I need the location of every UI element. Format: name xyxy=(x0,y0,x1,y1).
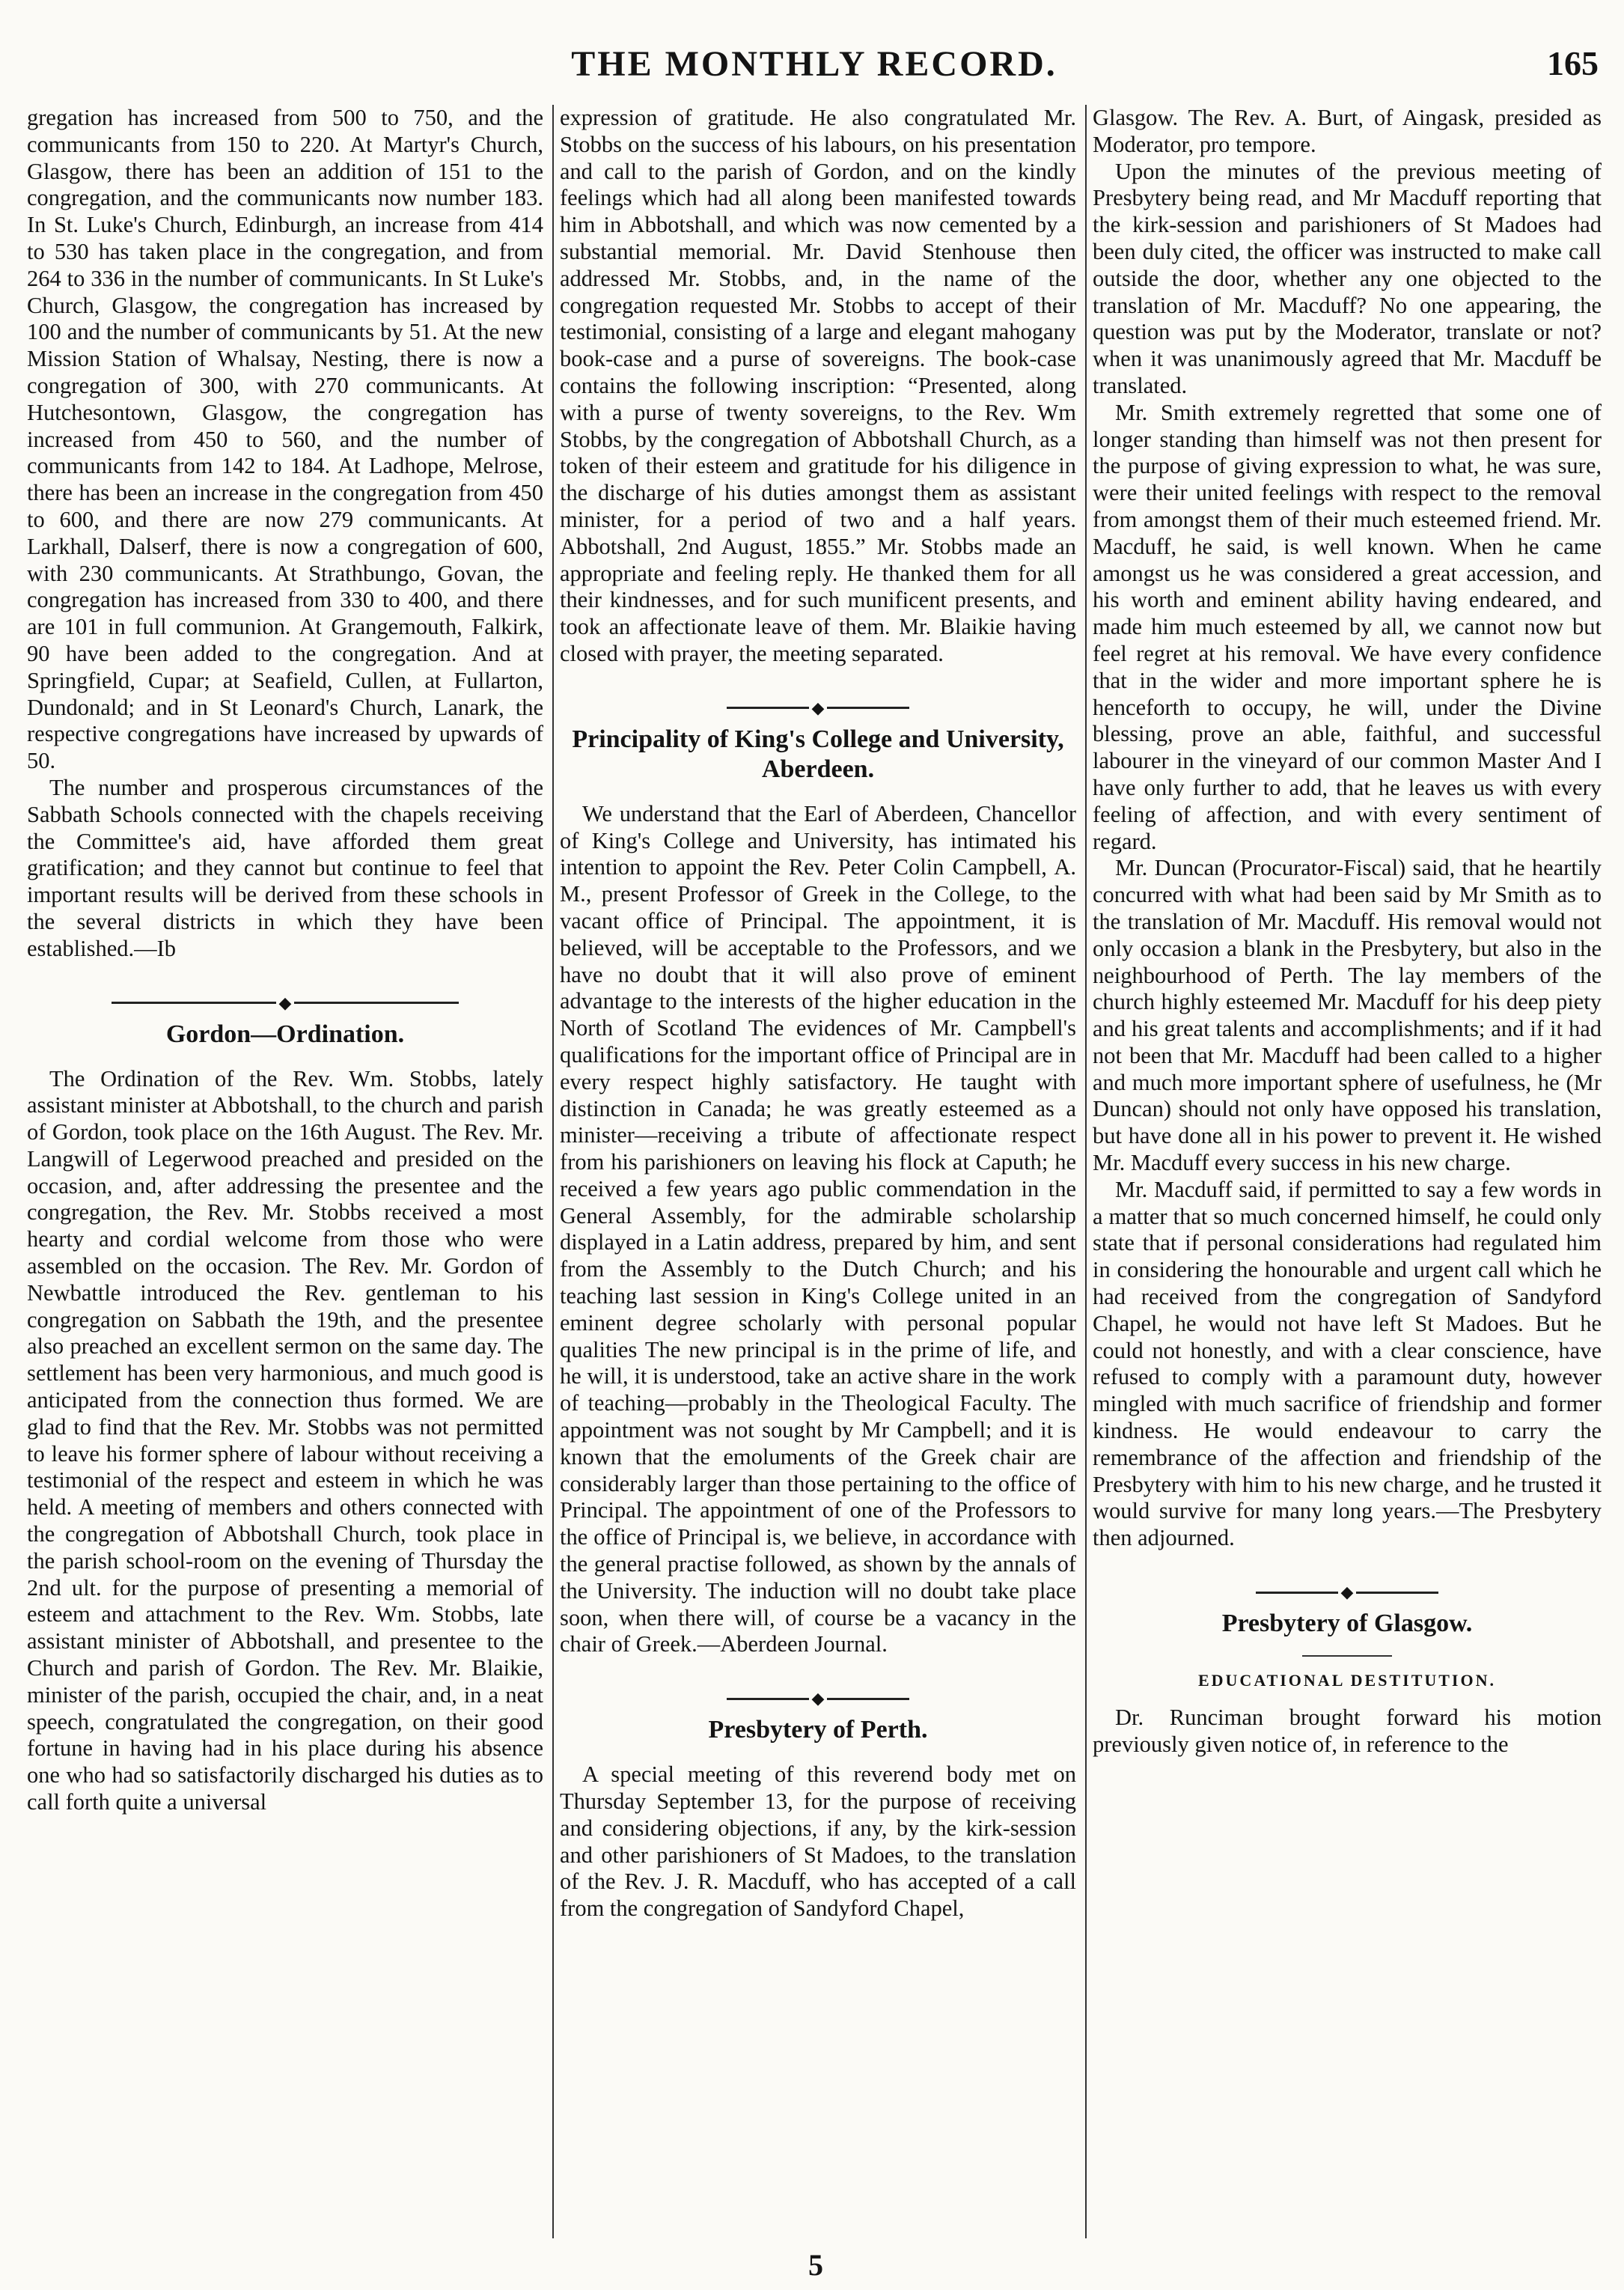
divider-ornament-icon: ◆ xyxy=(1340,1583,1354,1602)
article-subheading: EDUCATIONAL DESTITUTION. xyxy=(1197,1671,1496,1690)
divider-ornament-icon: ◆ xyxy=(278,993,292,1012)
running-title: THE MONTHLY RECORD. xyxy=(571,44,1057,84)
divider-bar xyxy=(727,707,809,709)
article-paragraph: Dr. Runciman brought forward his motion previously given notice of, in reference to the xyxy=(1093,1704,1602,1757)
divider-bar xyxy=(827,1698,909,1700)
divider-bar xyxy=(1356,1592,1438,1594)
divider-bar xyxy=(112,1002,276,1004)
page-header xyxy=(27,43,1602,88)
divider-ornament-icon: ◆ xyxy=(811,698,825,717)
divider-bar xyxy=(727,1698,809,1700)
ornamental-divider xyxy=(1093,1577,1602,1602)
divider-bar xyxy=(294,1002,459,1004)
ornamental-divider xyxy=(27,988,543,1012)
article-paragraph: The number and prosperous circumstances of the Sabbath Schools connected with the chapels receiving the Committee's aid, have afforded them great gratification; and they cannot but continue to feel that important results will be derived from these schools in the several districts in which they have been established.—Ib xyxy=(27,774,543,961)
article-paragraph: A special meeting of this reverend body met on Thursday September 13, for the purpose of receiving and considering objections, if any, by the kirk-session and other parishioners of St Madoes, to the translation of the Rev. J. R. Macduff, who has accepted of a call from the congregation of Sandyford Chapel, xyxy=(560,1761,1076,1922)
divider-bar xyxy=(827,707,909,709)
article-paragraph: expression of gratitude. He also congratulated Mr. Stobbs on the success of his labours, on his presentation and call to the parish of Gordon, and on the kindly feelings which had all along been manifested towards him in Abbotshall, and which was now cemented by a substantial memorial. Mr. David Stenhouse then addressed Mr. Stobbs, and, in the name of the congregation requested Mr. Stobbs to accept of their testimonial, consisting of a large and elegant mahogany book-case and a purse of sovereigns. The book-case contains the following inscription: “Presented, along with a purse of twenty sovereigns, to the Rev. Wm Stobbs, by the congregation of Abbotshall Church, as a token of their esteem and gratitude for his diligence in the discharge of his duties amongst them as assistant minister, for a period of two and a half years. Abbotshall, 2nd August, 1855.” Mr. Stobbs made an appropriate and feeling reply. He thanked them for all their kindnesses, and for such munificent presents, and took an affectionate leave of them. Mr. Blaikie having closed with prayer, the meeting separated. xyxy=(560,105,1076,666)
newspaper-page xyxy=(27,0,1602,2290)
article-paragraph: Mr. Duncan (Procurator-Fiscal) said, that he heartily concurred with what had been said by Mr Smith as to the translation of Mr. Macduff. His removal would not only occasion a blank in the Presbytery, but also in the neighbourhood of Perth. The lay members of the church highly esteemed Mr. Macduff for his deep piety and his great talents and accomplishments; and if it had not been that Mr. Macduff had been called to a higher and much more important sphere of usefulness, he (Mr Duncan) should not only have opposed his translation, but have done all in his power to prevent it. He wished Mr. Macduff every success in his new charge. xyxy=(1093,855,1602,1176)
signature-mark: 5 xyxy=(808,2248,823,2282)
article-heading: Presbytery of Glasgow. xyxy=(1221,1610,1473,1638)
article-paragraph: Upon the minutes of the previous meeting of Presbytery being read, and Mr Macduff reporting that the kirk-session and parishioners of St Madoes had been duly cited, the officer was instructed to make call outside the door, whether any one objected to the translation of Mr. Macduff? No one appearing, the question was put by the Moderator, translate or not? when it was unanimously agreed that Mr. Macduff be translated. xyxy=(1093,158,1602,398)
column-1 xyxy=(27,105,543,2238)
article-paragraph: We understand that the Earl of Aberdeen, Chancellor of King's College and University, has intimated his intention to appoint the Rev. Peter Colin Campbell, A. M., present Professor of Greek in the College, to the vacant office of Principal. The appointment, it is believed, will be acceptable to the Professors, and we have no doubt that it will also prove of eminent advantage to the interests of the higher education in the North of Scotland The evidences of Mr. Campbell's qualifications for the important office of Principal are in every respect highly satisfactory. He taught with distinction in Canada; he was greatly esteemed as a minister—receiving a tribute of affectionate respect from his parishioners on leaving his flock at Caputh; he received a few years ago public commendation in the General Assembly, for the admirable scholarship displayed in a Latin address, prepared by him, and sent from the Assembly to the Dutch Church; and his teaching last session in King's College united in an eminent degree scholarly with personal popular qualities The new principal is in the prime of life, and he will, it is understood, take an active share in the work of teaching—probably in the Theological Faculty. The appointment was not sought by Mr Campbell; and it is known that the emoluments of the Greek chair are considerably larger than those pertaining to the office of Principal. The appointment of one of the Professors to the office of Principal is, we believe, in accordance with the general practise followed, as shown by the annals of the University. The induction will no doubt take place soon, when there will, of course be a vacancy in the chair of Greek.—Aberdeen Journal. xyxy=(560,800,1076,1657)
article-paragraph: Glasgow. The Rev. A. Burt, of Aingask, presided as Moderator, pro tempore. xyxy=(1093,105,1602,157)
article-heading: Gordon—Ordination. xyxy=(165,1020,405,1048)
divider-ornament-icon: ◆ xyxy=(811,1689,825,1708)
article-paragraph: Mr. Macduff said, if permitted to say a few words in a matter that so much concerned himself, he could only state that if personal considerations had regulated him in considering the honourable and urgent call which he had received from the congregation of Sandyford Chapel, he would not have left St Madoes. But he could not honestly, and with a clear conscience, have refused to comply with a paramount duty, however mingled with much sacrifice of friendship and former kindness. He would endeavour to carry the remembrance of the affection and friendship of the Presbytery with him to his new charge, and he trusted it would survive for many long years.—The Presbytery then adjourned. xyxy=(1093,1176,1602,1551)
article-paragraph: Mr. Smith extremely regretted that some one of longer standing than himself was not then present for the purpose of giving expression to what, he was sure, were their united feelings with respect to the removal from amongst them of their much esteemed friend. Mr. Macduff, he said, is well known. When he came amongst us he was considered a great accession, and his worth and eminent ability having endeared, and made him much esteemed by all, we cannot now but feel regret at his removal. We have every confidence that in the wider and more important sphere he is henceforth to occupy, he will, under the Divine blessing, prove an able, faithful, and successful labourer in the vineyard of our common Master And I have only further to add, that he leaves us with every feeling of affection, and with every sentiment of regard. xyxy=(1093,399,1602,854)
column-2 xyxy=(560,105,1076,2238)
article-paragraph: The Ordination of the Rev. Wm. Stobbs, lately assistant minister at Abbotshall, to the church and parish of Gordon, took place on the 16th August. The Rev. Mr. Langwill of Legerwood preached and presided on the occasion, and, after addressing the presentee and the congregation, the Rev. Mr. Stobbs received a most hearty and cordial welcome from those who were assembled on the occasion. The Rev. Mr. Gordon of Newbattle introduced the Rev. gentleman to his congregation on Sabbath the 19th, and the presentee also preached an excellent sermon on the same day. The settlement has been very harmonious, and much good is anticipated from the connection thus formed. We are glad to find that the Rev. Mr. Stobbs was not permitted to leave his former sphere of labour without receiving a testimonial of the respect and esteem in which he was held. A meeting of members and others connected with the congregation of Abbotshall Church, took place in the parish school-room on the evening of Thursday the 2nd ult. for the purpose of presenting a memorial of esteem and attachment to the Rev. Wm. Stobbs, late assistant minister of Abbotshall, and presentee to the Church and parish of Gordon. The Rev. Mr. Blaikie, minister of the parish, occupied the chair, and, in a neat speech, congratulated the congregation, on their good fortune in having had in his place during his absence one who had so satisfactorily discharged his duties as to call forth quite a universal xyxy=(27,1065,543,1815)
column-rule xyxy=(552,105,554,2238)
column-rule xyxy=(1085,105,1087,2238)
ornamental-divider xyxy=(560,1684,1076,1708)
ornamental-divider xyxy=(560,693,1076,717)
article-heading: Presbytery of Perth. xyxy=(708,1716,928,1744)
divider-bar xyxy=(1256,1592,1338,1594)
column-3 xyxy=(1093,105,1602,2238)
article-heading: Principality of King's College and University, Aberdeen. xyxy=(572,725,1064,783)
short-rule xyxy=(1302,1655,1392,1657)
page-number: 165 xyxy=(1547,44,1599,82)
article-paragraph: gregation has increased from 500 to 750, and the communicants from 150 to 220. At Martyr's Church, Glasgow, there has been an addition of 151 to the congregation, and the communicants now number 183. In St. Luke's Church, Edinburgh, an increase from 414 to 530 has taken place in the congregation, and from 264 to 336 in the number of communicants. In St Luke's Church, Glasgow, the congregation has increased by 100 and the number of communicants by 51. At the new Mission Station of Whalsay, Nesting, there is now a congregation of 300, with 270 communicants. At Hutchesontown, Glasgow, the congregation has increased from 450 to 560, and the number of communicants from 142 to 184. At Ladhope, Melrose, there has been an increase in the congregation from 450 to 600, and there are now 279 communicants. At Larkhall, Dalserf, there is now a congregation of 600, with 230 communicants. At Strathbungo, Govan, the congregation has increased from 330 to 400, and there are 101 in full communion. At Grangemouth, Falkirk, 90 have been added to the congregation. And at Springfield, Cupar; at Seafield, Cullen, at Fullarton, Dundonald; and in St Leonard's Church, Lanark, the respective congregations have increased by upwards of 50. xyxy=(27,105,543,774)
